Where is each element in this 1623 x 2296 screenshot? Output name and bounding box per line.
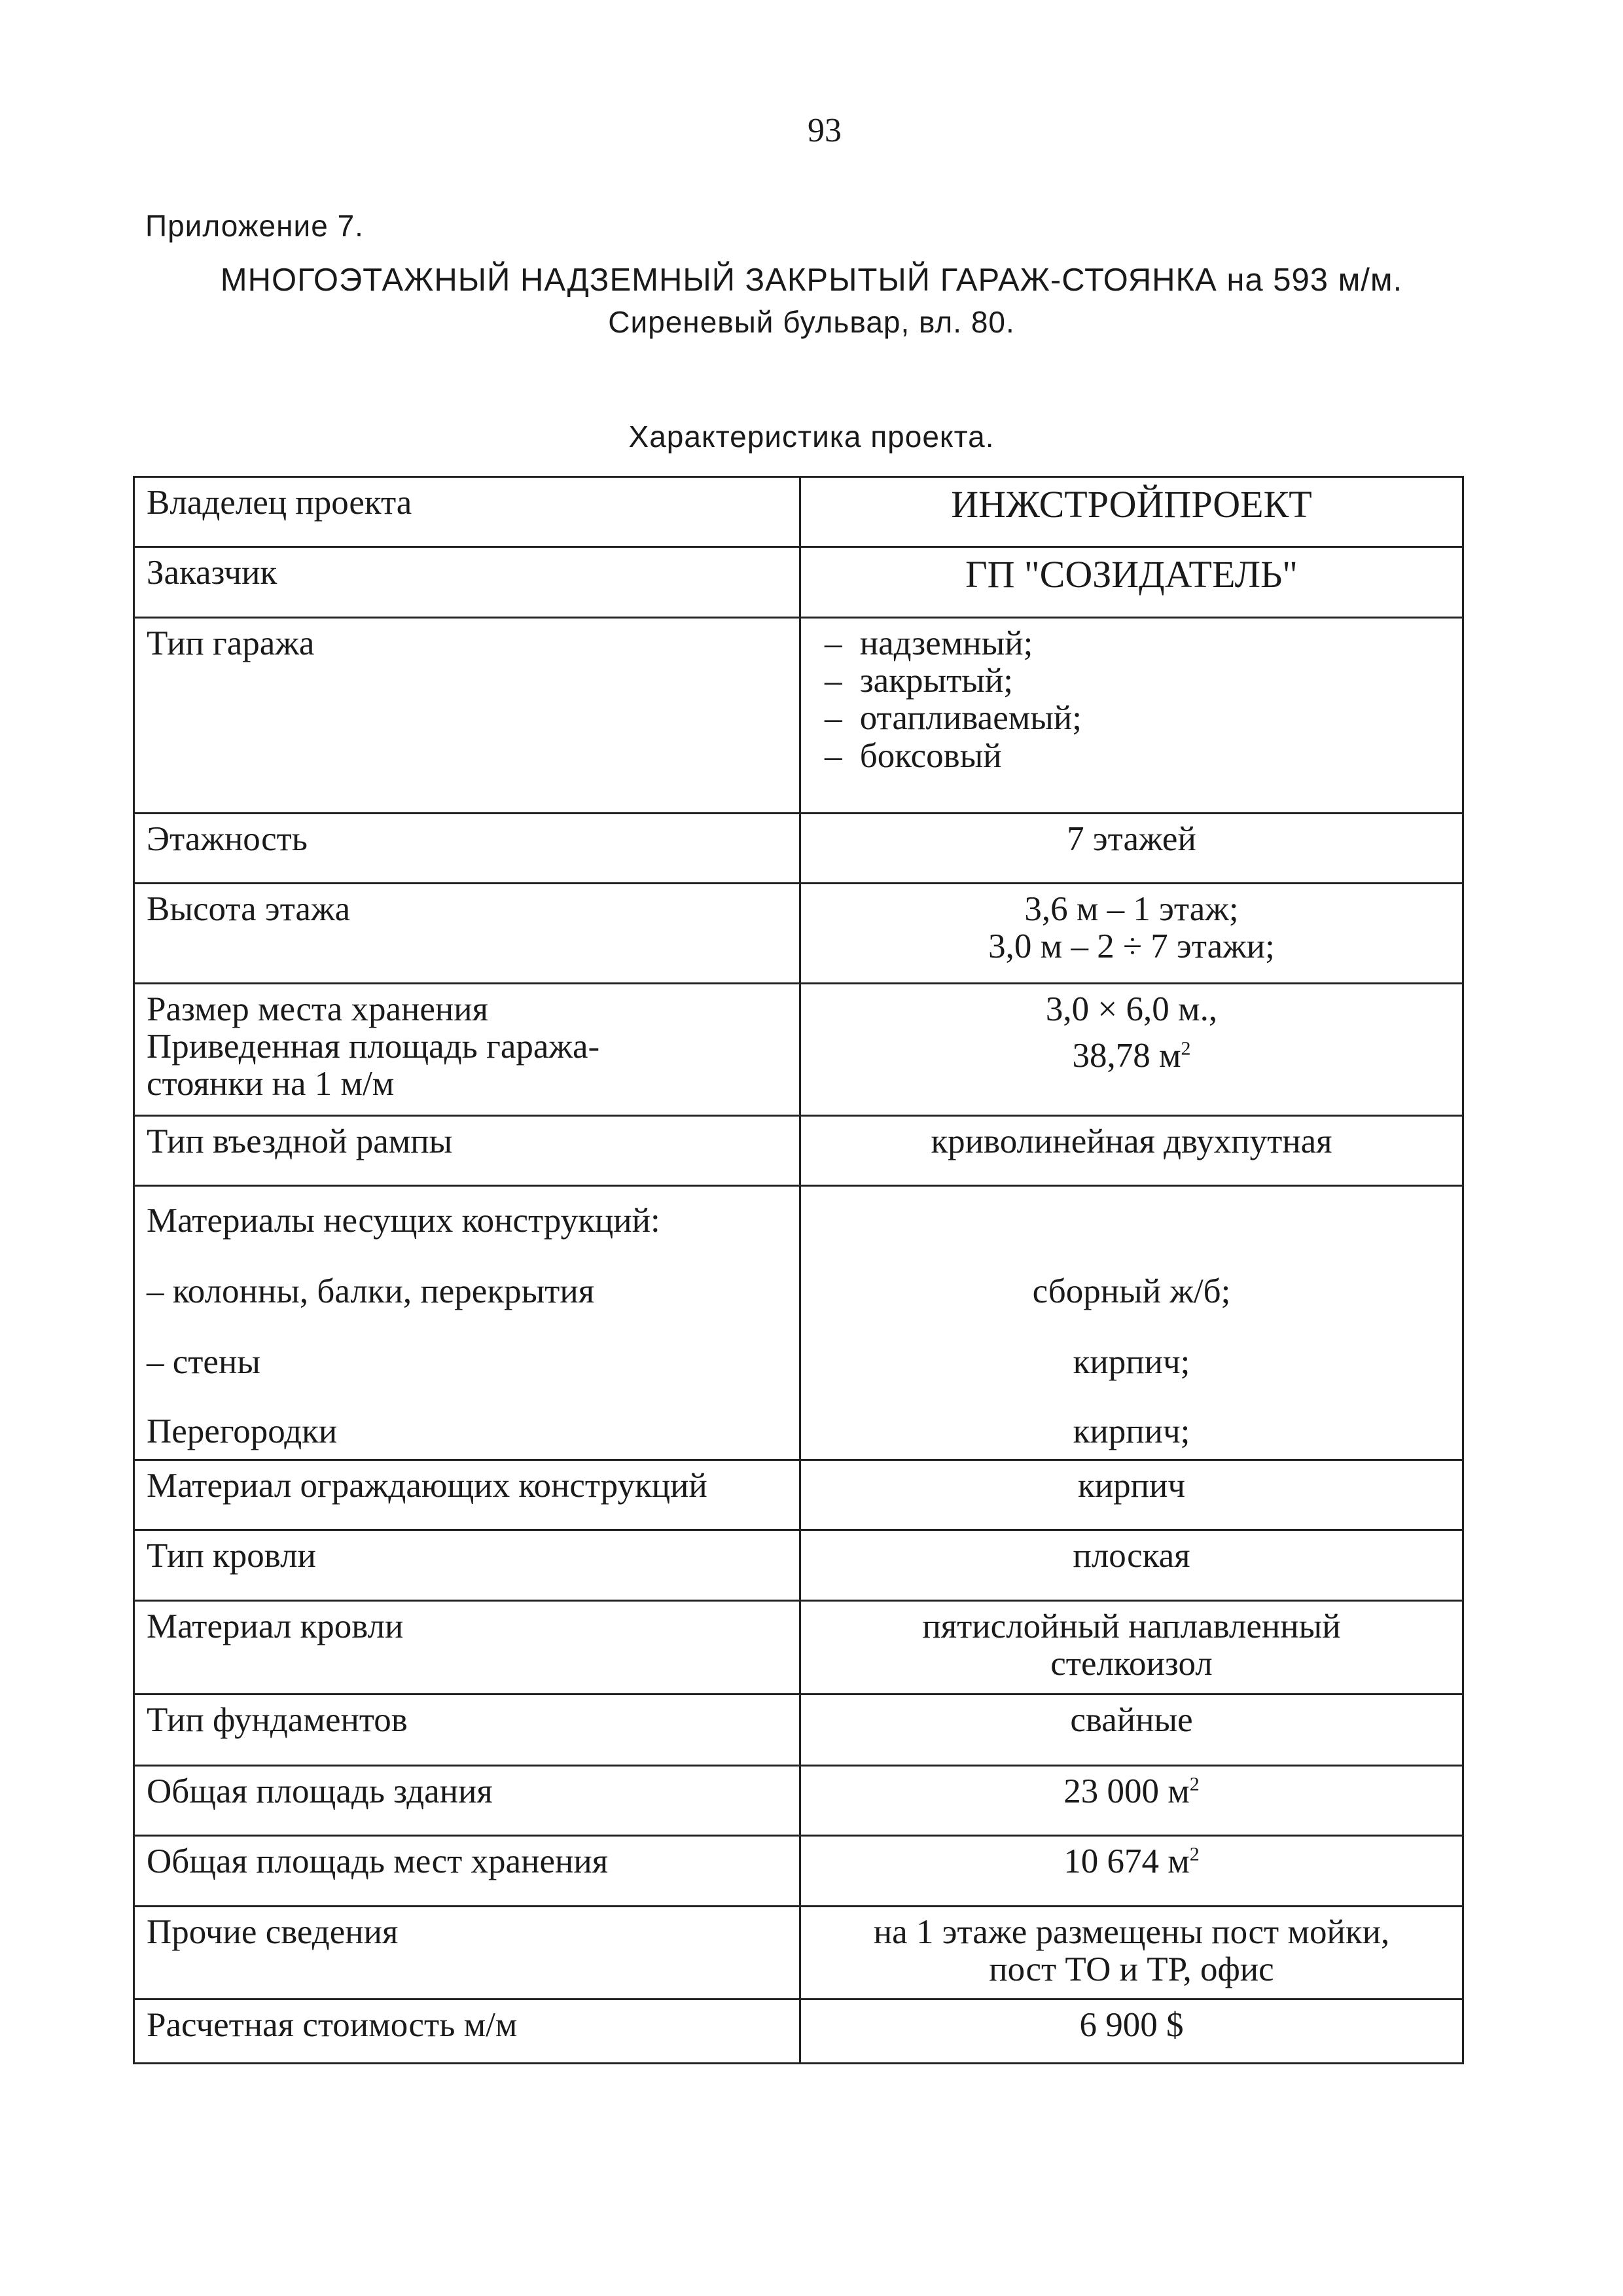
- row-value: [800, 1836, 1463, 1907]
- floor-height-line: 3,6 м – 1 этаж;: [1024, 890, 1239, 928]
- page-number: 93: [808, 112, 842, 149]
- table-row: [134, 1186, 1463, 1460]
- row-label: Материал ограждающих конструкций: [134, 1460, 800, 1530]
- document-title: МНОГОЭТАЖНЫЙ НАДЗЕМНЫЙ ЗАКРЫТЫЙ ГАРАЖ-СТОЯНКА на 593 м/м.: [220, 262, 1403, 298]
- columns-label: – колонны, балки, перекрытия: [147, 1272, 595, 1310]
- other-info-line: пост ТО и ТР, офис: [989, 1950, 1274, 1989]
- total-area-number: 23 000 м: [1063, 1772, 1190, 1810]
- row-value: [800, 1601, 1463, 1695]
- roof-material-line: стелкоизол: [1050, 1645, 1213, 1683]
- structures-heading: Материалы несущих конструкций:: [147, 1202, 660, 1240]
- table-row: [134, 1116, 1463, 1186]
- area-number: 38,78 м: [1072, 1037, 1181, 1075]
- address: Сиреневый бульвар, вл. 80.: [608, 305, 1015, 339]
- row-value: кирпич: [800, 1460, 1463, 1530]
- row-value: свайные: [800, 1695, 1463, 1766]
- table-row: [134, 1695, 1463, 1766]
- row-label: [134, 984, 800, 1116]
- project-characteristics-table: [133, 476, 1464, 2064]
- row-value: [800, 618, 1463, 814]
- table-row: [134, 1601, 1463, 1695]
- table-row: [134, 477, 1463, 547]
- partitions-value: кирпич;: [1073, 1412, 1190, 1450]
- row-label: Материал кровли: [134, 1601, 800, 1695]
- row-label: Тип кровли: [134, 1530, 800, 1601]
- row-label: Общая площадь здания: [134, 1766, 800, 1836]
- partitions-label: Перегородки: [147, 1412, 338, 1450]
- row-label: Расчетная стоимость м/м: [134, 2000, 800, 2064]
- appendix-label: Приложение 7.: [145, 209, 364, 243]
- walls-label: – стены: [147, 1343, 260, 1381]
- reduced-area-label-cont: стоянки на 1 м/м: [147, 1065, 395, 1103]
- row-label: [134, 1186, 800, 1460]
- row-value: ГП "СОЗИДАТЕЛЬ": [800, 547, 1463, 618]
- reduced-area-label: Приведенная площадь гаража-: [147, 1028, 600, 1066]
- list-item: – отапливаемый;: [825, 700, 1450, 737]
- table-caption: Характеристика проекта.: [628, 420, 995, 454]
- storage-size-value: 3,0 × 6,0 м.,: [1045, 990, 1218, 1028]
- table-row: [134, 984, 1463, 1116]
- area-unit-exponent: 2: [1189, 1773, 1200, 1795]
- garage-type-list: [813, 625, 1450, 775]
- table-row: [134, 1530, 1463, 1601]
- table-row: [134, 1907, 1463, 2000]
- area-unit-exponent: 2: [1181, 1037, 1191, 1060]
- list-item: – надземный;: [825, 625, 1450, 662]
- table-row: [134, 2000, 1463, 2064]
- table-row: [134, 884, 1463, 984]
- row-label: Тип фундаментов: [134, 1695, 800, 1766]
- table-row: [134, 1836, 1463, 1907]
- reduced-area-value: [813, 1037, 1450, 1075]
- floor-height-line: 3,0 м – 2 ÷ 7 этажи;: [988, 927, 1275, 966]
- row-label: Заказчик: [134, 547, 800, 618]
- table-row: [134, 618, 1463, 814]
- table-row: [134, 1766, 1463, 1836]
- row-value: [800, 1766, 1463, 1836]
- walls-value: кирпич;: [1073, 1343, 1190, 1381]
- table-row: [134, 814, 1463, 884]
- storage-area-number: 10 674 м: [1063, 1842, 1190, 1880]
- row-value: [800, 984, 1463, 1116]
- other-info-line: на 1 этаже размещены пост мойки,: [873, 1913, 1390, 1951]
- area-unit-exponent: 2: [1189, 1843, 1200, 1865]
- storage-size-label: Размер места хранения: [147, 990, 489, 1028]
- row-label: Этажность: [134, 814, 800, 884]
- row-value: ИНЖСТРОЙПРОЕКТ: [800, 477, 1463, 547]
- table-row: [134, 1460, 1463, 1530]
- roof-material-line: пятислойный наплавленный: [922, 1607, 1341, 1645]
- row-value: 7 этажей: [800, 814, 1463, 884]
- table-row: [134, 547, 1463, 618]
- row-label: Высота этажа: [134, 884, 800, 984]
- row-value: [800, 1186, 1463, 1460]
- row-value: [800, 1907, 1463, 2000]
- row-label: Тип въездной рампы: [134, 1116, 800, 1186]
- row-value: плоская: [800, 1530, 1463, 1601]
- list-item: – боксовый: [825, 738, 1450, 775]
- columns-value: сборный ж/б;: [1032, 1272, 1231, 1310]
- row-label: Прочие сведения: [134, 1907, 800, 2000]
- list-item: – закрытый;: [825, 662, 1450, 700]
- row-label: Владелец проекта: [134, 477, 800, 547]
- row-value: криволинейная двухпутная: [800, 1116, 1463, 1186]
- row-value: 6 900 $: [800, 2000, 1463, 2064]
- row-label: Общая площадь мест хранения: [134, 1836, 800, 1907]
- row-label: Тип гаража: [134, 618, 800, 814]
- row-value: [800, 884, 1463, 984]
